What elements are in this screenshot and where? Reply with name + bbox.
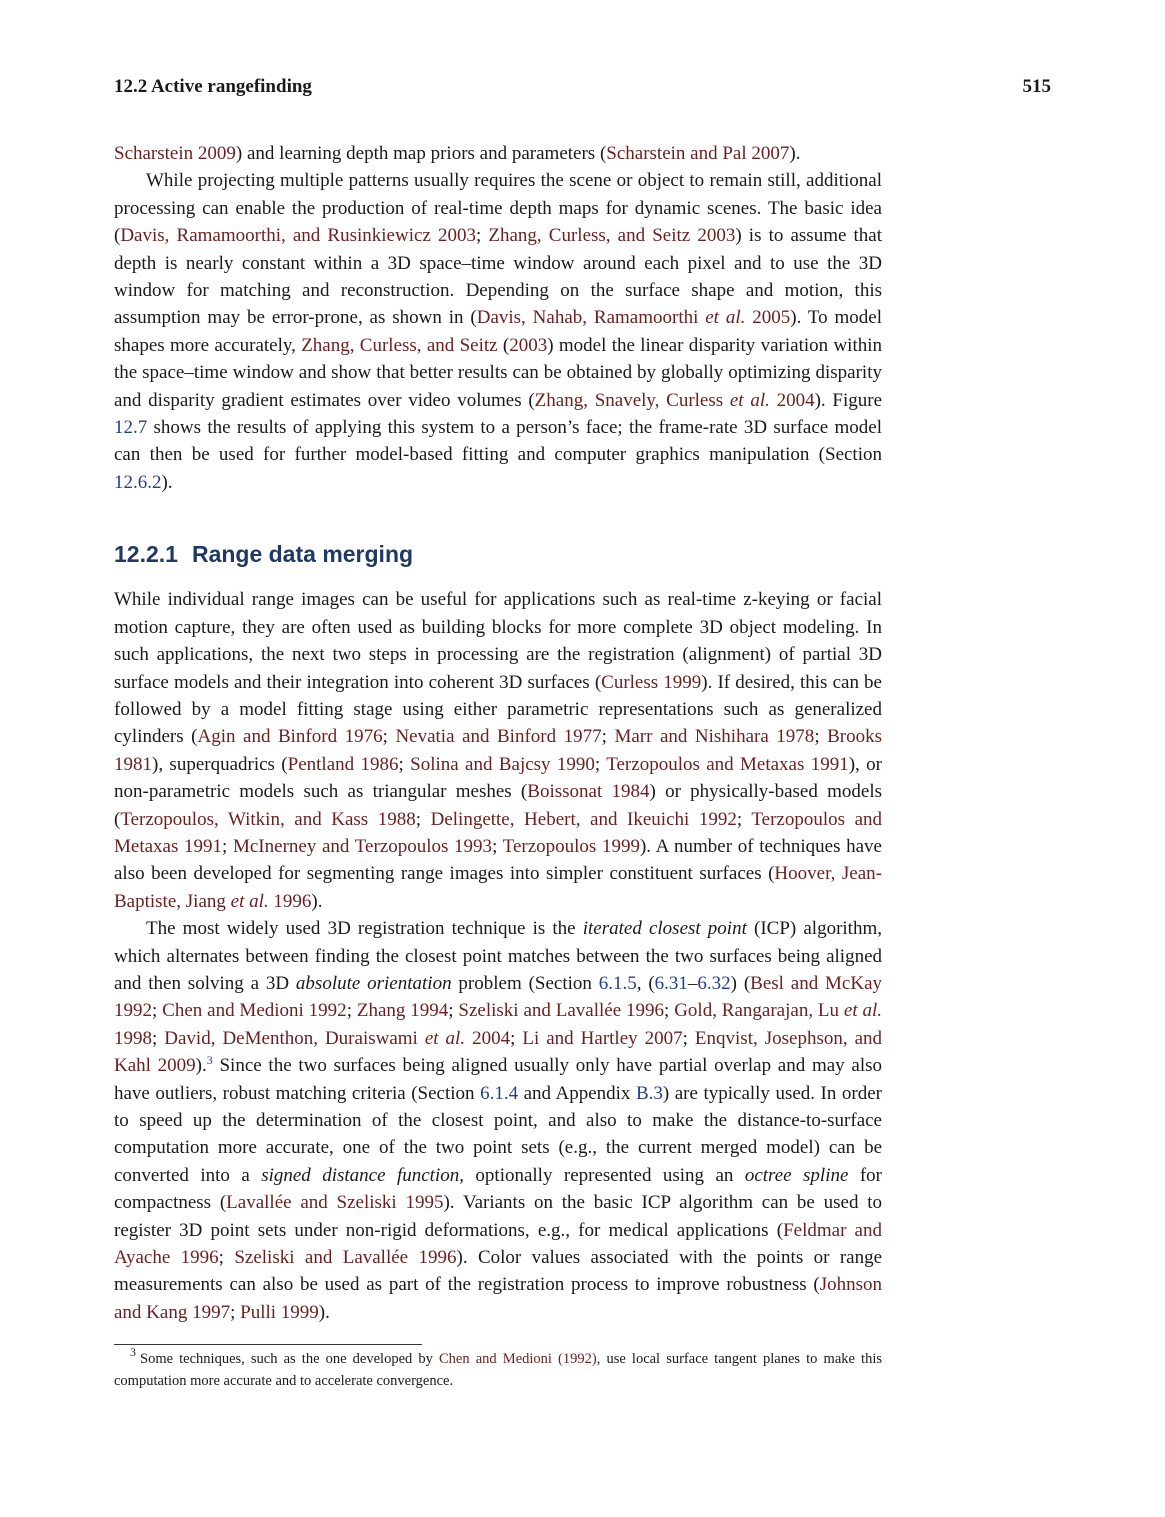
text-run: shows the results of applying this system to a person’s face; the frame-rate 3D surface model can then be used for further model-based fitting and computer graphics manipulation (Section — [114, 417, 882, 466]
paragraph-4 — [114, 915, 882, 1326]
text-run: ; — [152, 1027, 165, 1049]
citation-link[interactable]: Li and Hartley 2007 — [522, 1027, 683, 1049]
emphasis: signed distance function — [261, 1164, 460, 1186]
text-run: ) or physically-based models ( — [114, 781, 882, 830]
text-run: , optionally represented using an — [459, 1164, 745, 1186]
citation-link[interactable]: Delingette, Hebert, and Ikeuichi 1992 — [430, 808, 737, 830]
citation-link[interactable]: Szeliski and Lavallée 1996 — [234, 1247, 457, 1269]
citation-year: 2004 — [465, 1027, 511, 1049]
citation-link[interactable]: Davis, Ramamoorthi, and Rusinkiewicz 2003 — [120, 225, 476, 247]
citation-link[interactable]: Chen and Medioni 1992 — [162, 1000, 347, 1022]
citation-link[interactable]: Lavallée and Szeliski 1995 — [226, 1192, 444, 1214]
citation-etal: et al. — [843, 1000, 883, 1022]
text-run: ) is to assume that depth is nearly constant within a 3D space–time window around each pixel and to use the 3D window for matching and reconstruction. Depending on the surface shape and motion, this assumption may be error-prone, as shown in ( — [114, 225, 883, 329]
citation-text: Gold, Rangarajan, Lu — [674, 1000, 844, 1022]
text-run: ( — [497, 334, 510, 356]
citation-link[interactable]: Chen and Medioni (1992) — [439, 1351, 597, 1367]
section-heading — [114, 540, 882, 568]
text-run: ; — [152, 1000, 163, 1022]
emphasis: absolute orientation — [295, 972, 452, 994]
text-run: Since the two surfaces being aligned usually only have partial overlap and may also have outliers, robust matching criteria (Section — [114, 1055, 882, 1104]
citation-link[interactable] — [477, 307, 791, 328]
citation-link[interactable]: Johnson and Kang 1997 — [114, 1274, 882, 1323]
citation-text: Hoover, Jean-Baptiste, Jiang — [114, 863, 882, 912]
text-run: ) and learning depth map priors and parameters ( — [235, 143, 607, 164]
text-run: for compactness ( — [114, 1164, 882, 1214]
citation-link[interactable]: Scharstein and Pal 2007 — [606, 143, 790, 164]
text-run: ) model the linear disparity variation within the space–time window and show that better results can be obtained by globally optimizing disparity and disparity gradient estimates over video volumes ( — [114, 334, 883, 411]
text-run: ; — [398, 753, 411, 775]
citation-year: 1996 — [268, 890, 312, 912]
citation-link[interactable] — [164, 1028, 510, 1049]
citation-link[interactable]: Curless 1999 — [601, 671, 702, 693]
citation-link[interactable]: Szeliski and Lavallée 1996 — [458, 1000, 665, 1022]
text-run: ). Figure — [814, 389, 883, 411]
citation-etal: et al. — [424, 1027, 466, 1049]
text-run: – — [687, 972, 698, 994]
text-run: ; — [230, 1301, 241, 1323]
appendix-link[interactable]: B.3 — [635, 1082, 663, 1104]
citation-link[interactable]: Feldmar and Ayache 1996 — [114, 1219, 882, 1269]
citation-link[interactable]: Terzopoulos and Metaxas 1991 — [114, 808, 883, 857]
text-run: ; — [382, 726, 396, 748]
citation-link[interactable]: Terzopoulos, Witkin, and Kass 1988 — [120, 808, 416, 830]
text-run: ), superquadrics ( — [152, 753, 288, 775]
emphasis: iterated closest point — [582, 918, 747, 940]
citation-link[interactable]: Marr and Nishihara 1978 — [614, 726, 815, 748]
text-run: ), or non-parametric models such as triangular meshes ( — [114, 753, 882, 803]
section-link[interactable]: 6.1.5 — [598, 972, 637, 994]
paragraph-1 — [114, 140, 882, 167]
citation-link[interactable]: Solina and Bajcsy 1990 — [410, 753, 595, 775]
citation-link[interactable]: 2003 — [509, 334, 548, 356]
text-run: ). — [789, 143, 801, 164]
running-header — [114, 76, 1051, 98]
citation-link[interactable]: Enqvist, Josephson, and Kahl 2009 — [114, 1027, 883, 1077]
figure-link[interactable]: 12.7 — [114, 417, 148, 439]
citation-link[interactable] — [535, 390, 815, 411]
text-run: ). Color values associated with the points or range measurements can also be used as part of the registration process to improve robustness ( — [114, 1247, 883, 1296]
page-number: 515 — [1022, 76, 1051, 97]
citation-link[interactable]: Pentland 1986 — [287, 753, 399, 775]
text-run: and Appendix — [518, 1082, 636, 1104]
text-run: While individual range images can be useful for applications such as real-time z-keying or facial motion capture, they are often used as building blocks for more complete 3D object modeling. In such applications, the next two steps in processing are the registration (alignment) of partial 3D surface models and their integration into coherent 3D surfaces ( — [114, 589, 882, 693]
footnote-mark: 3 — [130, 1345, 136, 1359]
section-link[interactable]: 12.6.2 — [114, 471, 162, 493]
citation-link[interactable]: Zhang 1994 — [356, 1000, 449, 1022]
text-run: ; — [415, 808, 431, 830]
paragraph-3 — [114, 586, 882, 915]
section-number: 12.2.1 — [114, 541, 178, 568]
footnote — [114, 1345, 883, 1392]
footnote-rule — [114, 1344, 422, 1345]
text-run: ). If desired, this can be followed by a model fitting stage using either parametric representations such as generalized cylinders ( — [114, 671, 882, 748]
citation-link[interactable]: McInerney and Terzopoulos 1993 — [232, 835, 493, 857]
text-run: ; — [664, 1000, 675, 1022]
text-run: ). — [318, 1301, 330, 1323]
text-run: ). — [195, 1055, 207, 1077]
header-section-title: 12.2 Active rangefinding — [114, 76, 312, 97]
section-title: Range data merging — [191, 541, 414, 568]
citation-link[interactable]: Scharstein 2009 — [114, 143, 236, 164]
equation-link[interactable]: 6.32 — [697, 972, 731, 994]
text-run: ) are typically used. In order to speed up the determination of the closest point, and also to make the distance-to-surface computation more accurate, one of the two point sets (e.g., the current merged model) can be converted into a — [114, 1082, 882, 1186]
text-run: The most widely used 3D registration technique is the — [146, 918, 583, 940]
citation-link[interactable]: Zhang, Curless, and Seitz — [301, 334, 498, 356]
text-run: ; — [682, 1027, 695, 1049]
citation-year: 1998 — [114, 1027, 152, 1049]
text-run: problem (Section — [451, 972, 599, 994]
text-run: ; — [736, 808, 752, 830]
citation-text: David, DeMenthon, Duraiswami — [164, 1027, 425, 1049]
footnote-reference[interactable]: 3 — [206, 1053, 213, 1068]
citation-link[interactable]: Besl and McKay 1992 — [114, 972, 883, 1022]
text-run: ; — [475, 225, 489, 247]
text-run: ). To model shapes more accurately, — [114, 307, 882, 356]
text-run: ) ( — [730, 972, 751, 994]
citation-link[interactable]: Nevatia and Binford 1977 — [395, 726, 602, 748]
citation-link[interactable]: Terzopoulos and Metaxas 1991 — [606, 753, 849, 775]
section-link[interactable]: 6.1.4 — [480, 1082, 519, 1104]
citation-link[interactable]: Terzopoulos 1999 — [502, 835, 640, 857]
text-run: ; — [510, 1027, 523, 1049]
citation-etal: et al. — [729, 389, 770, 411]
text-run: ; — [594, 753, 607, 775]
citation-etal: et al. — [705, 307, 746, 329]
citation-text: Zhang, Snavely, Curless — [534, 389, 730, 411]
text-run: ; — [448, 1000, 459, 1022]
text-run: Some techniques, such as the one developed by — [140, 1351, 440, 1367]
citation-year: 2004 — [769, 389, 815, 411]
citation-link[interactable]: Brooks 1981 — [114, 726, 883, 775]
text-run: ; — [346, 1000, 357, 1022]
citation-text: Davis, Nahab, Ramamoorthi — [476, 307, 706, 329]
text-run: ; — [814, 726, 828, 748]
emphasis: octree spline — [744, 1164, 849, 1186]
text-run: While projecting multiple patterns usually requires the scene or object to remain still, additional processing can enable the production of real-time depth maps for dynamic scenes. The basic idea ( — [114, 170, 882, 247]
text-run: ; — [492, 835, 503, 857]
text-run: ; — [601, 726, 615, 748]
text-run: ; — [218, 1247, 235, 1269]
text-run: ). — [161, 471, 173, 493]
text-run: , ( — [636, 972, 655, 994]
main-content — [114, 140, 882, 1326]
text-run: ). A number of techniques have also been developed for segmenting range images into simpler constituent surfaces ( — [114, 835, 882, 885]
citation-link[interactable]: Boissonat 1984 — [527, 781, 650, 803]
citation-link[interactable]: Pulli 1999 — [240, 1301, 319, 1323]
text-run: ). — [311, 890, 323, 912]
citation-link[interactable]: Zhang, Curless, and Seitz 2003 — [488, 225, 736, 247]
citation-link[interactable]: Agin and Binford 1976 — [197, 726, 383, 748]
text-run: (ICP) algorithm, which alternates between finding the closest point matches between the two surfaces being aligned and then solving a 3D — [114, 918, 882, 994]
text-run: ; — [222, 835, 233, 857]
text-run: , use local surface tangent planes to make this computation more accurate and to accelerate convergence. — [114, 1351, 883, 1389]
text-run: ). Variants on the basic ICP algorithm can be used to register 3D point sets under non-rigid deformations, e.g., for medical applications ( — [114, 1192, 883, 1241]
citation-year: 2005 — [745, 307, 791, 329]
paragraph-2 — [114, 167, 882, 496]
equation-link[interactable]: 6.31 — [654, 972, 688, 994]
citation-etal: et al. — [230, 890, 269, 912]
